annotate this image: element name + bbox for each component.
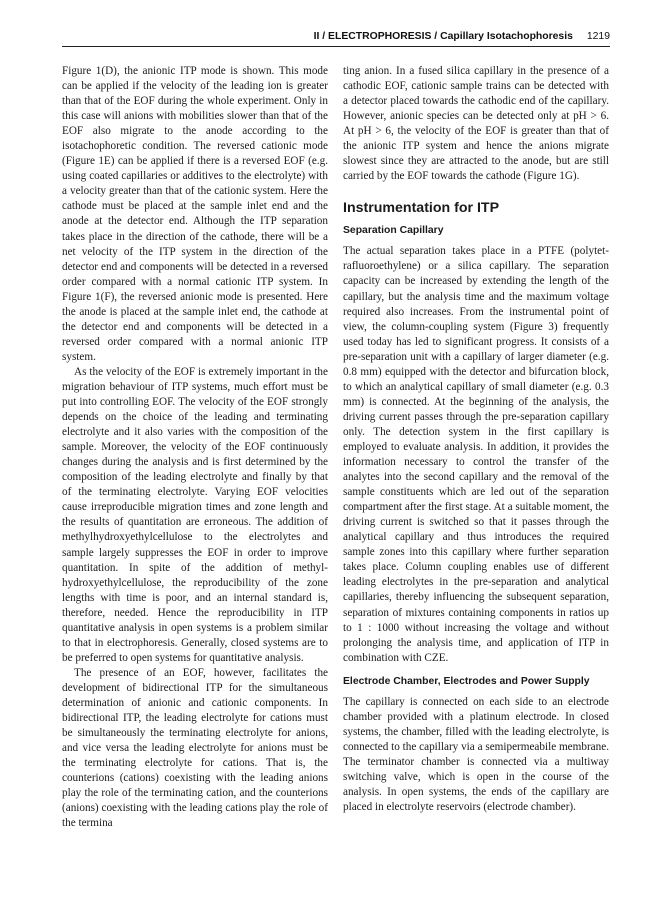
running-header	[62, 29, 610, 45]
body-paragraph: The capillary is connected on each side to an electrode chamber provided with a platinum electrode. In closed systems, the chamber, filled with the leading electrolyte, is connected to the capillary via a semipermeabile membrane. The terminator chamber is connected via a multiway switching valve, which is open in the course of the analysis. In open systems, the ends of the capillary are placed in electrolyte reservoirs (electrode chamber).	[343, 695, 609, 814]
body-paragraph: As the velocity of the EOF is extremely important in the migration behaviour of ITP systems, much effort must be put into controlling EOF. The velocity of the EOF strongly depends on the choice of the leading and terminating electrolyte and it also varies with the composition of the sample. Moreover, the velocity of the EOF continuously changes during the analysis and is first determined by the composition of the leading electrolyte and finally by that of the terminating electrolyte. Varying EOF velocities cause irreproducible migration times and zone length and the results of quantitation are erroneous. The addition of methylhydroxyethylcellulose to the electrolytes and sample largely suppresses the EOF in order to improve quantitation. In spite of the addition of methylhydroxyethylcellulose, the reproducibility of the zone lengths with time is poor, and an internal standard is, therefore, needed. Hence the reproducibility in ITP quantitative analysis in open systems is a problem similar to that in electrophoresis. Generally, closed systems are to be preferred to open systems for quantitative analysis.	[62, 365, 328, 664]
section-heading: Instrumentation for ITP	[343, 200, 500, 217]
header-rule	[62, 46, 610, 47]
right-column	[343, 64, 609, 815]
subsection-heading: Electrode Chamber, Electrodes and Power Supply	[343, 675, 590, 687]
running-title: II / ELECTROPHORESIS / Capillary Isotachophoresis	[313, 31, 573, 42]
left-column	[62, 64, 328, 831]
page-number: 1219	[586, 31, 610, 42]
body-paragraph: Figure 1(D), the anionic ITP mode is shown. This mode can be applied if the velocity of the leading ion is greater than that of the EOF during the whole experiment. Only in this case will anions with mobilities slower than that of the EOF also migrate to the anode according to the isotachophoretic condition. The reversed cationic mode (Figure 1E) can be applied if there is a reversed EOF (e.g. using coated capillaries or additives to the electrolyte) with a velocity greater than that of the cationic system. Here the cathode must be placed at the sample inlet end and the anode at the detector end. Although the ITP separation takes place in the direction of the cathode, there will be a net velocity of the ITP system in the direction of the detector end and components will be detected in a reversed order compared with a normal cationic ITP system. In Figure 1(F), the reversed anionic mode is presented. Here the anode is placed at the sample inlet end, the cathode at the detector end and components will be detected in a reversed order compared with a normal anionic ITP system.	[62, 65, 328, 363]
body-paragraph: The presence of an EOF, however, facilitates the development of bidirectional ITP for the simultaneous determination of anionic and cationic components. In bidirectional ITP, the leading electrolyte for cations must be simultaneously the terminating electrolyte for anions, and vice versa the leading electrolyte for anions must be the terminating electrolyte for cations. That is, the counterions (cations) coexisting with the leading anions play the role of the terminating cation, and the counterions (anions) coexisting with the leading cations play the role of the termina	[62, 666, 328, 830]
subsection-heading: Separation Capillary	[343, 225, 444, 237]
body-paragraph: ting anion. In a fused silica capillary in the presence of a cathodic EOF, cationic sample trains can be detected with a detector placed towards the cathodic end of the capillary. However, anionic species can be detected only at pH > 6. At pH > 6, the velocity of the EOF is greater than that of the anionic ITP system and hence the anions migrate slowest since they are attracted to the anode, but are still carried by the EOF towards the cathode (Figure 1G).	[343, 65, 609, 183]
body-paragraph: The actual separation takes place in a PTFE (polytetrafluoroethylene) or a silica capillary. The separation capacity can be increased by extending the length of the capillary, but the analysis time and the maximum voltage required also increases. From the instrumental point of view, the column-coupling system (Figure 3) frequently used today has led to significant progress. It consists of a pre-separation unit with a capillary of larger diameter (e.g. 0.8 mm) equipped with the detector and bifurcation block, to which an analytical capillary of small diameter (e.g. 0.3 mm) is connected. At the beginning of the analysis, the driving current passes through the pre-separation capillary only. The detection system in the first capillary is employed to evaluate analysis. In addition, it provides the information necessary to control the transfer of the analytes into the second capillary and the removal of the sample constituents which are led out of the separation compartment after the first stage. At a suitable moment, the driving current is switched so that it passes through the analytical capillary and thus introduces the required sample zones into this capillary where further separation takes place. Column coupling enables use of different leading electrolytes in the pre-separation and analytical capillaries, thereby influencing the subsequent separation, separation of mixtures containing components in ratios up to 1 : 1000 without increasing the voltage and without prolonging the analysis time, and application of ITP in combination with CZE.	[343, 245, 609, 664]
